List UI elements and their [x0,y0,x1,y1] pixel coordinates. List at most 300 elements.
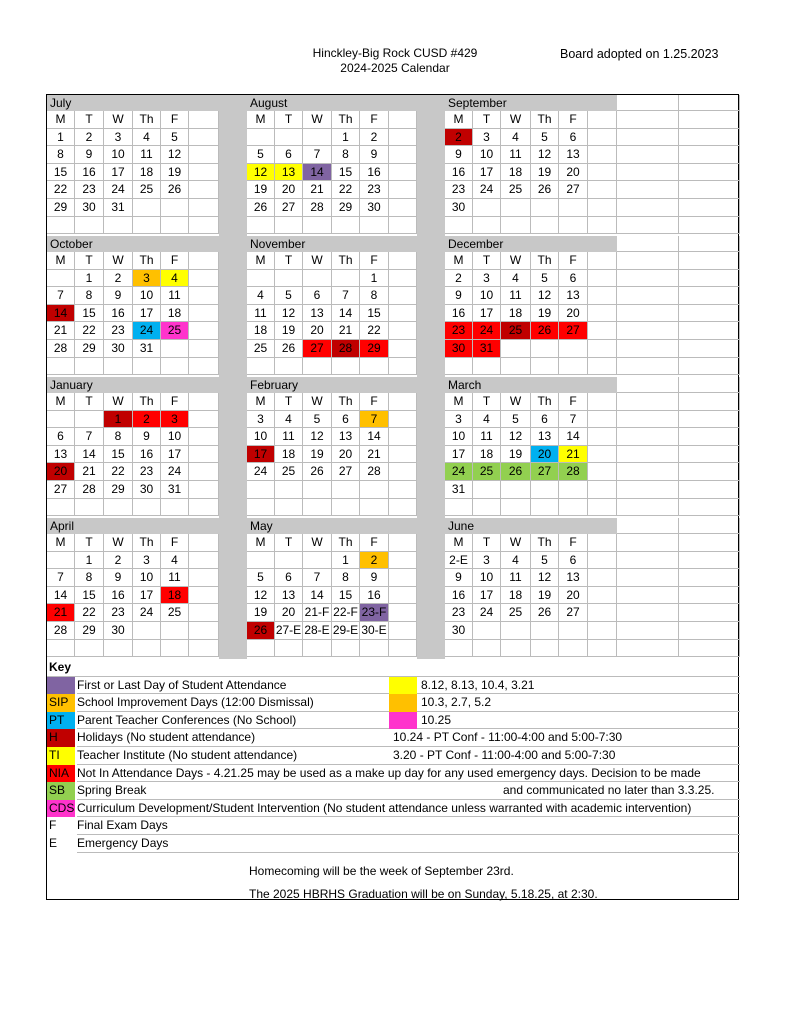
weekday-header: Th [531,111,559,129]
day-cell: 18 [501,164,531,182]
day-cell: 23 [104,604,133,622]
highlighted-day: 14 [47,305,75,323]
day-cell: 20 [303,322,332,340]
empty-cell [588,181,617,199]
weekday-header: F [360,393,389,411]
highlighted-day: 21 [47,604,75,622]
day-cell: 25 [501,181,531,199]
day-cell: 11 [473,428,501,446]
day-cell: 30 [104,622,133,640]
day-cell: 6 [275,146,303,164]
empty-cell [588,481,617,499]
day-cell: 28 [75,481,104,499]
day-cell: 11 [501,146,531,164]
day-cell: 8 [75,569,104,587]
empty-cell [389,481,417,499]
day-cell [161,622,189,640]
empty-cell [473,499,501,517]
district-name: Hinckley-Big Rock CUSD #429 [312,46,478,60]
day-cell: 22 [104,463,133,481]
empty-cell [617,164,679,182]
day-cell: 19 [501,446,531,464]
empty-cell [617,287,679,305]
highlighted-day: 31 [473,340,501,358]
day-cell: 29 [332,199,360,217]
day-cell [303,129,332,147]
day-cell [559,340,588,358]
empty-cell [617,252,679,270]
day-cell: 12 [531,146,559,164]
day-cell: 4 [133,129,161,147]
empty-cell [360,358,389,376]
month-header: April [47,518,219,534]
empty-cell [189,217,219,235]
empty-cell [303,217,332,235]
highlighted-day: 2 [445,129,473,147]
weekday-header: M [445,111,473,129]
empty-cell [679,481,740,499]
day-cell: 13 [559,287,588,305]
day-cell: 15 [75,587,104,605]
day-cell: 17 [133,305,161,323]
empty-cell [617,199,679,217]
empty-cell [133,499,161,517]
empty-cell [247,640,275,658]
weekday-header: T [75,111,104,129]
day-cell: 3 [473,552,501,570]
day-cell: 28 [303,199,332,217]
empty-cell [189,111,219,129]
empty-cell [617,411,679,429]
empty-cell [588,393,617,411]
empty-cell [679,518,740,534]
key-swatch: CDS [47,800,75,818]
day-cell [247,481,275,499]
key-title: Key [47,659,740,677]
month-header: May [247,518,417,534]
highlighted-day: 7 [360,411,389,429]
day-cell: 30-E [360,622,389,640]
day-cell: 20 [559,587,588,605]
day-cell: 22 [332,181,360,199]
key-date-swatch [389,677,417,695]
weekday-header: Th [531,252,559,270]
weekday-header: M [247,534,275,552]
empty-cell [588,287,617,305]
empty-cell [389,569,417,587]
highlighted-day: 12 [247,164,275,182]
highlighted-day: 27 [303,340,332,358]
day-cell: 6 [332,411,360,429]
day-cell: 6 [275,569,303,587]
day-cell: 14 [332,305,360,323]
day-cell [559,199,588,217]
empty-cell [473,358,501,376]
empty-cell [389,446,417,464]
day-cell: 26 [161,181,189,199]
empty-cell [588,411,617,429]
empty-cell [588,217,617,235]
day-cell: 11 [133,146,161,164]
day-cell: 16 [445,587,473,605]
highlighted-day: 13 [275,164,303,182]
empty-cell [445,499,473,517]
day-cell: 13 [559,146,588,164]
empty-cell [75,499,104,517]
day-cell [47,411,75,429]
day-cell: 20 [559,305,588,323]
day-cell: 27-E [275,622,303,640]
calendar-title [260,46,530,76]
empty-cell [360,640,389,658]
empty-cell [679,146,740,164]
day-cell [275,270,303,288]
key-label: Final Exam Days [77,817,740,835]
highlighted-day: 21 [559,446,588,464]
day-cell: 18 [501,587,531,605]
empty-cell [389,604,417,622]
day-cell: 24 [473,181,501,199]
empty-cell [679,640,740,658]
weekday-header: W [501,252,531,270]
empty-cell [445,217,473,235]
day-cell: 14 [47,587,75,605]
weekday-header: Th [133,111,161,129]
weekday-header: W [501,393,531,411]
day-cell: 21 [303,181,332,199]
empty-cell [679,587,740,605]
day-cell: 28 [47,622,75,640]
day-cell: 30 [104,340,133,358]
day-cell: 27 [559,604,588,622]
day-cell: 18 [473,446,501,464]
day-cell [473,622,501,640]
empty-cell [47,217,75,235]
empty-cell [617,534,679,552]
day-cell [531,340,559,358]
empty-cell [501,217,531,235]
day-cell: 30 [133,481,161,499]
day-cell: 9 [360,146,389,164]
day-cell [303,270,332,288]
empty-cell [679,129,740,147]
empty-cell [617,377,679,393]
empty-cell [303,640,332,658]
empty-cell [617,446,679,464]
empty-cell [189,534,219,552]
weekday-header: W [303,252,332,270]
empty-cell [389,146,417,164]
empty-cell [75,358,104,376]
day-cell: 12 [275,305,303,323]
empty-cell [247,499,275,517]
empty-cell [189,587,219,605]
highlighted-day: 3 [161,411,189,429]
weekday-header: M [247,393,275,411]
key-label: Teacher Institute (No student attendance) [77,747,740,765]
empty-cell [617,146,679,164]
empty-cell [617,499,679,517]
empty-cell [588,499,617,517]
empty-cell [389,587,417,605]
day-cell: 4 [501,270,531,288]
day-cell: 4 [501,552,531,570]
day-cell: 11 [161,569,189,587]
day-cell: 15 [75,305,104,323]
highlighted-day: 26 [531,322,559,340]
empty-cell [389,358,417,376]
day-cell: 5 [501,411,531,429]
empty-cell [588,305,617,323]
empty-cell [679,181,740,199]
empty-cell [559,358,588,376]
day-cell: 17 [445,446,473,464]
day-cell: 2 [360,129,389,147]
day-cell: 25 [501,604,531,622]
empty-cell [679,340,740,358]
empty-cell [189,552,219,570]
empty-cell [679,270,740,288]
day-cell: 11 [275,428,303,446]
empty-cell [189,604,219,622]
empty-cell [104,217,133,235]
day-cell: 10 [473,287,501,305]
empty-cell [473,217,501,235]
day-cell: 22 [75,322,104,340]
weekday-header: F [559,111,588,129]
day-cell: 12 [247,587,275,605]
empty-cell [617,622,679,640]
day-cell [303,481,332,499]
empty-cell [559,217,588,235]
day-cell: 13 [275,587,303,605]
empty-cell [501,358,531,376]
key-label: First or Last Day of Student Attendance [77,677,740,695]
empty-cell [617,604,679,622]
day-cell: 24 [473,604,501,622]
empty-cell [617,217,679,235]
empty-cell [559,640,588,658]
day-cell: 18 [247,322,275,340]
day-cell: 10 [161,428,189,446]
empty-cell [679,358,740,376]
day-cell: 7 [303,569,332,587]
empty-cell [189,146,219,164]
empty-cell [617,129,679,147]
weekday-header: W [303,111,332,129]
day-cell: 31 [445,481,473,499]
day-cell: 4 [473,411,501,429]
day-cell [531,622,559,640]
day-cell: 18 [161,305,189,323]
day-cell: 16 [360,164,389,182]
day-cell: 25 [161,604,189,622]
weekday-header: T [275,111,303,129]
empty-cell [389,305,417,323]
day-cell: 23 [104,322,133,340]
weekday-header: Th [332,534,360,552]
day-cell: 9 [133,428,161,446]
empty-cell [679,428,740,446]
day-cell: 17 [161,446,189,464]
day-cell: 17 [133,587,161,605]
day-cell: 16 [75,164,104,182]
weekday-header: T [275,252,303,270]
empty-cell [588,322,617,340]
day-cell: 31 [161,481,189,499]
day-cell: 26 [247,199,275,217]
empty-cell [389,552,417,570]
day-cell: 25 [247,340,275,358]
day-cell: 3 [133,552,161,570]
weekday-header: M [445,393,473,411]
day-cell: 21-F [303,604,332,622]
day-cell: 8 [332,569,360,587]
empty-cell [617,270,679,288]
day-cell: 17 [104,164,133,182]
empty-cell [133,217,161,235]
day-cell: 6 [303,287,332,305]
empty-cell [617,340,679,358]
day-cell: 1 [75,552,104,570]
weekday-header: W [501,111,531,129]
empty-cell [588,534,617,552]
empty-cell [679,463,740,481]
day-cell: 10 [133,287,161,305]
highlighted-day: 27 [531,463,559,481]
key-swatch: PT [47,712,75,730]
day-cell: 5 [303,411,332,429]
empty-cell [617,552,679,570]
highlighted-day: 26 [247,622,275,640]
empty-cell [531,499,559,517]
day-cell [161,340,189,358]
empty-cell [332,640,360,658]
weekday-header: M [47,534,75,552]
empty-cell [47,358,75,376]
day-cell: 15 [360,305,389,323]
empty-cell [617,358,679,376]
day-cell: 10 [247,428,275,446]
empty-cell [679,322,740,340]
homecoming-note: Homecoming will be the week of September 23rd. [249,864,514,879]
weekday-header: T [75,393,104,411]
day-cell [275,552,303,570]
empty-cell [588,252,617,270]
day-cell [473,199,501,217]
key-label: Holidays (No student attendance) [77,729,740,747]
empty-cell [189,358,219,376]
month-header: October [47,236,219,252]
day-cell: 8 [332,146,360,164]
day-cell [501,199,531,217]
empty-cell [679,377,740,393]
empty-cell [189,181,219,199]
day-cell [133,622,161,640]
day-cell: 29 [75,340,104,358]
weekday-header: Th [133,534,161,552]
month-header: March [445,377,617,393]
day-cell: 2-E [445,552,473,570]
day-cell [501,622,531,640]
day-cell: 9 [104,569,133,587]
empty-cell [617,95,679,111]
day-cell: 8 [47,146,75,164]
empty-cell [588,428,617,446]
day-cell: 12 [501,428,531,446]
empty-cell [617,569,679,587]
highlighted-day: 1 [104,411,133,429]
empty-cell [189,340,219,358]
weekday-header: Th [133,252,161,270]
key-label: Emergency Days [77,835,740,853]
highlighted-day: 24 [473,322,501,340]
day-cell: 19 [247,604,275,622]
empty-cell [679,287,740,305]
day-cell [559,622,588,640]
empty-cell [189,199,219,217]
day-cell: 1 [360,270,389,288]
day-cell: 26 [303,463,332,481]
day-cell: 8 [104,428,133,446]
empty-cell [332,499,360,517]
empty-cell [389,534,417,552]
key-continuation: and communicated no later than 3.3.25. [503,783,715,798]
month-header: September [445,95,617,111]
empty-cell [389,287,417,305]
day-cell: 12 [161,146,189,164]
day-cell: 30 [445,622,473,640]
day-cell: 15 [104,446,133,464]
day-cell [247,552,275,570]
weekday-header: W [104,111,133,129]
day-cell: 1 [47,129,75,147]
key-swatch: H [47,729,75,747]
day-cell: 13 [531,428,559,446]
empty-cell [617,463,679,481]
empty-cell [588,340,617,358]
day-cell: 2 [104,270,133,288]
empty-cell [389,463,417,481]
weekday-header: F [161,252,189,270]
day-cell [360,481,389,499]
empty-cell [161,640,189,658]
day-cell [75,411,104,429]
day-cell: 3 [445,411,473,429]
day-cell: 6 [559,270,588,288]
day-cell: 9 [75,146,104,164]
day-cell: 24 [104,181,133,199]
weekday-header: F [360,534,389,552]
empty-cell [588,446,617,464]
day-cell: 23 [360,181,389,199]
day-cell [47,270,75,288]
empty-cell [332,217,360,235]
empty-cell [389,199,417,217]
day-cell: 27 [559,181,588,199]
weekday-header: Th [531,393,559,411]
day-cell: 31 [133,340,161,358]
day-cell: 14 [75,446,104,464]
day-cell: 19 [531,305,559,323]
highlighted-day: 18 [161,587,189,605]
empty-cell [389,217,417,235]
empty-cell [389,340,417,358]
day-cell: 5 [275,287,303,305]
empty-cell [189,428,219,446]
empty-cell [617,587,679,605]
key-date-swatch [389,712,417,730]
